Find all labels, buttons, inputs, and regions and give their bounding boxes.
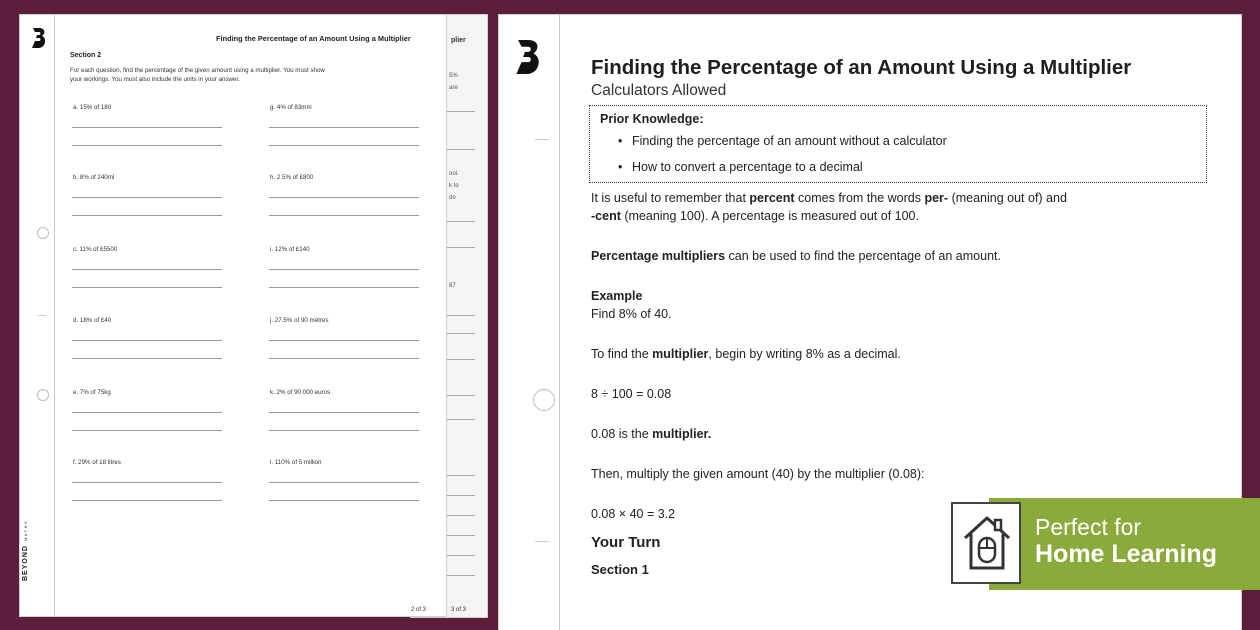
answer-line (72, 215, 222, 216)
question-c: c. 11% of £5500 (52, 246, 228, 288)
example-heading: Example (591, 289, 643, 303)
question-h: h. 2.5% of £800 (249, 174, 425, 216)
punch-hole (533, 389, 555, 411)
back-page-number: 3 of 3 (451, 607, 467, 613)
answer-line (269, 482, 419, 483)
page-title: Finding the Percentage of an Amount Using a Multiplier (591, 56, 1132, 79)
answer-line (72, 269, 222, 270)
question-j: j. 27.5% of 90 metres (249, 317, 425, 359)
answer-line (269, 412, 419, 413)
answer-line (269, 358, 419, 359)
answer-line (72, 358, 222, 359)
brand-vertical: BEYONDMATHS (22, 519, 29, 581)
section-1-heading: Section 1 (591, 562, 649, 577)
answer-line (269, 127, 419, 128)
page-number: 2 of 3 (411, 607, 427, 613)
back-page-fragment: k to (449, 183, 459, 189)
worksheet-page-2 (19, 14, 447, 617)
fold-mark (535, 541, 549, 542)
question-l: l. 110% of 5 million (249, 459, 425, 501)
answer-line (72, 340, 222, 341)
answer-line (72, 412, 222, 413)
badge-line-1: Perfect for (1035, 514, 1142, 540)
example-line: Find 8% of 40. (591, 307, 672, 321)
back-page-fragment: are (449, 85, 458, 91)
answer-line (269, 269, 419, 270)
multiplier-paragraph: Percentage multipliers can be used to find the percentage of an amount. (591, 249, 1001, 263)
step-4: Then, multiply the given amount (40) by the multiplier (0.08): (591, 467, 925, 481)
question-b: b. 8% of 240ml (52, 174, 228, 216)
answer-line (72, 287, 222, 288)
answer-line (269, 197, 419, 198)
prior-knowledge-list (618, 128, 1196, 180)
punch-hole (37, 227, 49, 239)
prior-knowledge-heading: Prior Knowledge: (600, 112, 704, 126)
back-page-fragment: 5% (449, 73, 458, 79)
home-learning-badge (951, 498, 1260, 592)
question-d: d. 18% of £40 (52, 317, 228, 359)
answer-line (72, 127, 222, 128)
question-a: a. 15% of 180 (52, 104, 228, 146)
answer-line (72, 500, 222, 501)
instructions: For each question, find the percentage of the given amount using a multiplier. You must show your workings. You must also include the units in your answer. (70, 67, 325, 84)
step-2: 8 ÷ 100 = 0.08 (591, 387, 672, 401)
worksheet-title: Finding the Percentage of an Amount Using a Multiplier (216, 34, 411, 43)
answer-line (269, 430, 419, 431)
question-f: f. 29% of 18 litres (52, 459, 228, 501)
fold-mark (535, 139, 549, 140)
answer-line (269, 287, 419, 288)
step-3: 0.08 is the multiplier. (591, 427, 712, 441)
beyond-logo-icon (30, 27, 50, 54)
margin-line (559, 15, 560, 630)
step-1: To find the multiplier, begin by writing 8% as a decimal. (591, 347, 901, 361)
question-i: i. 12% of £140 (249, 246, 425, 288)
answer-line (269, 215, 419, 216)
question-e: e. 7% of 75kg (52, 389, 228, 431)
answer-line (72, 482, 222, 483)
answer-line (72, 430, 222, 431)
answer-line (72, 197, 222, 198)
answer-line (269, 145, 419, 146)
step-5: 0.08 × 40 = 3.2 (591, 507, 676, 521)
back-page-fragment: 87 (449, 283, 456, 289)
your-turn-heading: Your Turn (591, 534, 661, 551)
prior-knowledge-box (589, 105, 1207, 183)
back-page-fragment: do (449, 195, 456, 201)
answer-line (269, 500, 419, 501)
question-k: k. 2% of 90 000 euros (249, 389, 425, 431)
back-page-title-fragment: plier (451, 37, 466, 44)
list-item: • Finding the percentage of an amount without a calculator (618, 128, 1196, 154)
fold-mark (38, 315, 46, 316)
page-subtitle: Calculators Allowed (591, 82, 727, 99)
answer-line (72, 145, 222, 146)
badge-line-2: Home Learning (1035, 540, 1217, 568)
answer-line (269, 340, 419, 341)
intro-paragraph: It is useful to remember that percent comes from the words per- (meaning out of) and -cent (meaning 100). A percentage is measured out of 100. (591, 191, 1067, 223)
house-mouse-icon (959, 510, 1015, 579)
beyond-logo-icon (513, 37, 547, 82)
list-item: • How to convert a percentage to a decimal (618, 154, 1196, 180)
punch-hole (37, 389, 49, 401)
back-page-fragment: ool. (449, 171, 459, 177)
question-g: g. 4% of 83mm (249, 104, 425, 146)
section-heading: Section 2 (70, 52, 102, 59)
